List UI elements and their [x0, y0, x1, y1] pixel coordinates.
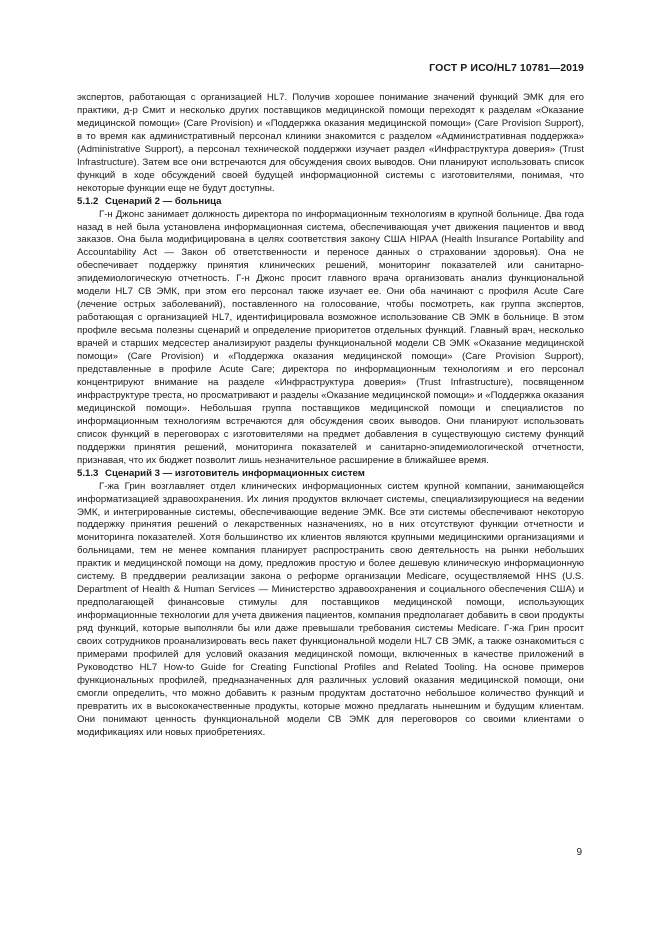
paragraph-scenario-2: Г-н Джонс занимает должность директора по информационным технологиям в крупной больнице. Два года назад в ней была установлена информационная система, обеспечивающая учет движения пациентов и ввод заказов. Она была модифицирована в целях соответствия закону США HIPAA (Health Insurance Portability and Accountability Act — Закон об ответственности и переносе данных о страховании здоровья). Она не обеспечивает поддержку принятия клинических решений, мониторинг показателей или санитарно-эпидемиологическую отчетность. Г-н Джонс просит главного врача организовать анализ функциональной модели HL7 СВ ЭМК, при этом его персонал также изучает ее. Они оба начинают с профиля Acute Care (лечение острых заболеваний), поставленного на голосование, чтобы посмотреть, как группа экспертов, работающая с организацией HL7, идентифицировала возможное использование СВ ЭМК в больнице. В этом профиле весьма полезны сценарий и определение приоритетов отдельных функций. Главный врач, несколько врачей и старших медсестер анализируют разделы функциональной модели СВ ЭМК «Оказание медицинской помощи» (Care Provision) и «Поддержка оказания медицинской помощи» (Care Provision Support), представленные в профиле Acute Care; директора по информационным технологиям и его персонал концентрируют внимание на разделе «Инфраструктура доверия» (Trust Infrastructure), посвященном инфраструктуре треста, но просматривают и разделы «Оказание медицинской помощи» и «Поддержка оказания медицинской помощи». Небольшая группа поставщиков медицинской помощи и специалистов по информационным технологиям встречаются для обсуждения своих выводов. Они планируют использовать список функций в переговорах с изготовителями на предмет добавления в существующую систему функций поддержки принятия решений, мониторинга показателей и санитарно-эпидемиологической отчетности, признавая, что их бюджет позволит лишь незначительное расширение в ближайшее время.	[77, 208, 584, 466]
paragraph-scenario-3: Г-жа Грин возглавляет отдел клинических информационных систем крупной компании, занимающейся информатизацией здравоохранения. Их линия продуктов включает системы, специализирующиеся на ведении ЭМК, и интегрированные системы, обеспечивающие ведение ЭМК. Все эти системы обеспечивают некоторую поддержку принятия решений о лекарственных назначениях, но в них отсутствуют функции отчетности и мониторинга показателей. Хотя большинство их клиентов являются крупными медицинскими организациями и больницами, тем не менее компания планирует распространить свою деятельность на рынки небольших практик и медицинской помощи на дому, предложив простую и более дешевую клиническую информационную систему. В преддверии реализации закона о реформе организации Medicare, осуществляемой HHS (U.S. Department of Health & Human Services — Министерство здравоохранения и социального обеспечения США) и предполагающей финансовые стимулы для поставщиков медицинской помощи, использующих информационные технологии для учета движения пациентов, компания предполагает добавить в свои продукты ряд функций, которые выполняли бы или даже превышали требования системы Medicare. Г-жа Грин просит своих сотрудников проанализировать весь пакет функциональной модели HL7 СВ ЭМК, а также ознакомиться с примерами профилей для условий оказания медицинской помощи, включенных в качестве приложений в Руководство HL7 How-to Guide for Creating Functional Profiles and Related Tooling. На основе примеров функциональных профилей, предназначенных для различных условий оказания медицинской помощи, они смогли определить, что можно добавить к разным продуктам достаточно небольшое количество функций и превратить их в высококачественные продукты, которые можно предлагать нынешним и будущим клиентам. Они понимают ценность функциональной модели СВ ЭМК для переговоров со своими клиентами о модификациях или новых приобретениях.	[77, 480, 584, 738]
page-number: 9	[576, 847, 582, 858]
document-standard-id: ГОСТ Р ИСО/HL7 10781—2019	[429, 62, 584, 74]
section-number: 5.1.3	[77, 467, 99, 479]
paragraph-continued: экспертов, работающая с организацией HL7. Получив хорошее понимание значений функций ЭМК для его практики, д-р Смит и несколько других поставщиков медицинской помощи переходят к разделам «Оказание медицинской помощи» (Care Provision) и «Поддержка оказания медицинской помощи» (Care Provision Support), в то время как административный персонал клиники знакомится с разделом «Административная поддержка» (Administrative Support), а персонал технической поддержки изучает раздел «Инфраструктура доверия» (Trust Infrastructure). Затем все они встречаются для обсуждения своих выводов. Они планируют использовать список функций в ходе обсуждений своей будущей информационной системы с изготовителями, понимая, что некоторые функции еще не будут доступны.	[77, 92, 584, 194]
section-heading-5-1-3	[77, 468, 584, 481]
section-title: Сценарий 2 — больница	[105, 195, 222, 207]
page-body	[77, 92, 584, 740]
section-number: 5.1.2	[77, 195, 99, 207]
section-heading-5-1-2	[77, 196, 584, 209]
section-title: Сценарий 3 — изготовитель информационных систем	[105, 467, 365, 479]
